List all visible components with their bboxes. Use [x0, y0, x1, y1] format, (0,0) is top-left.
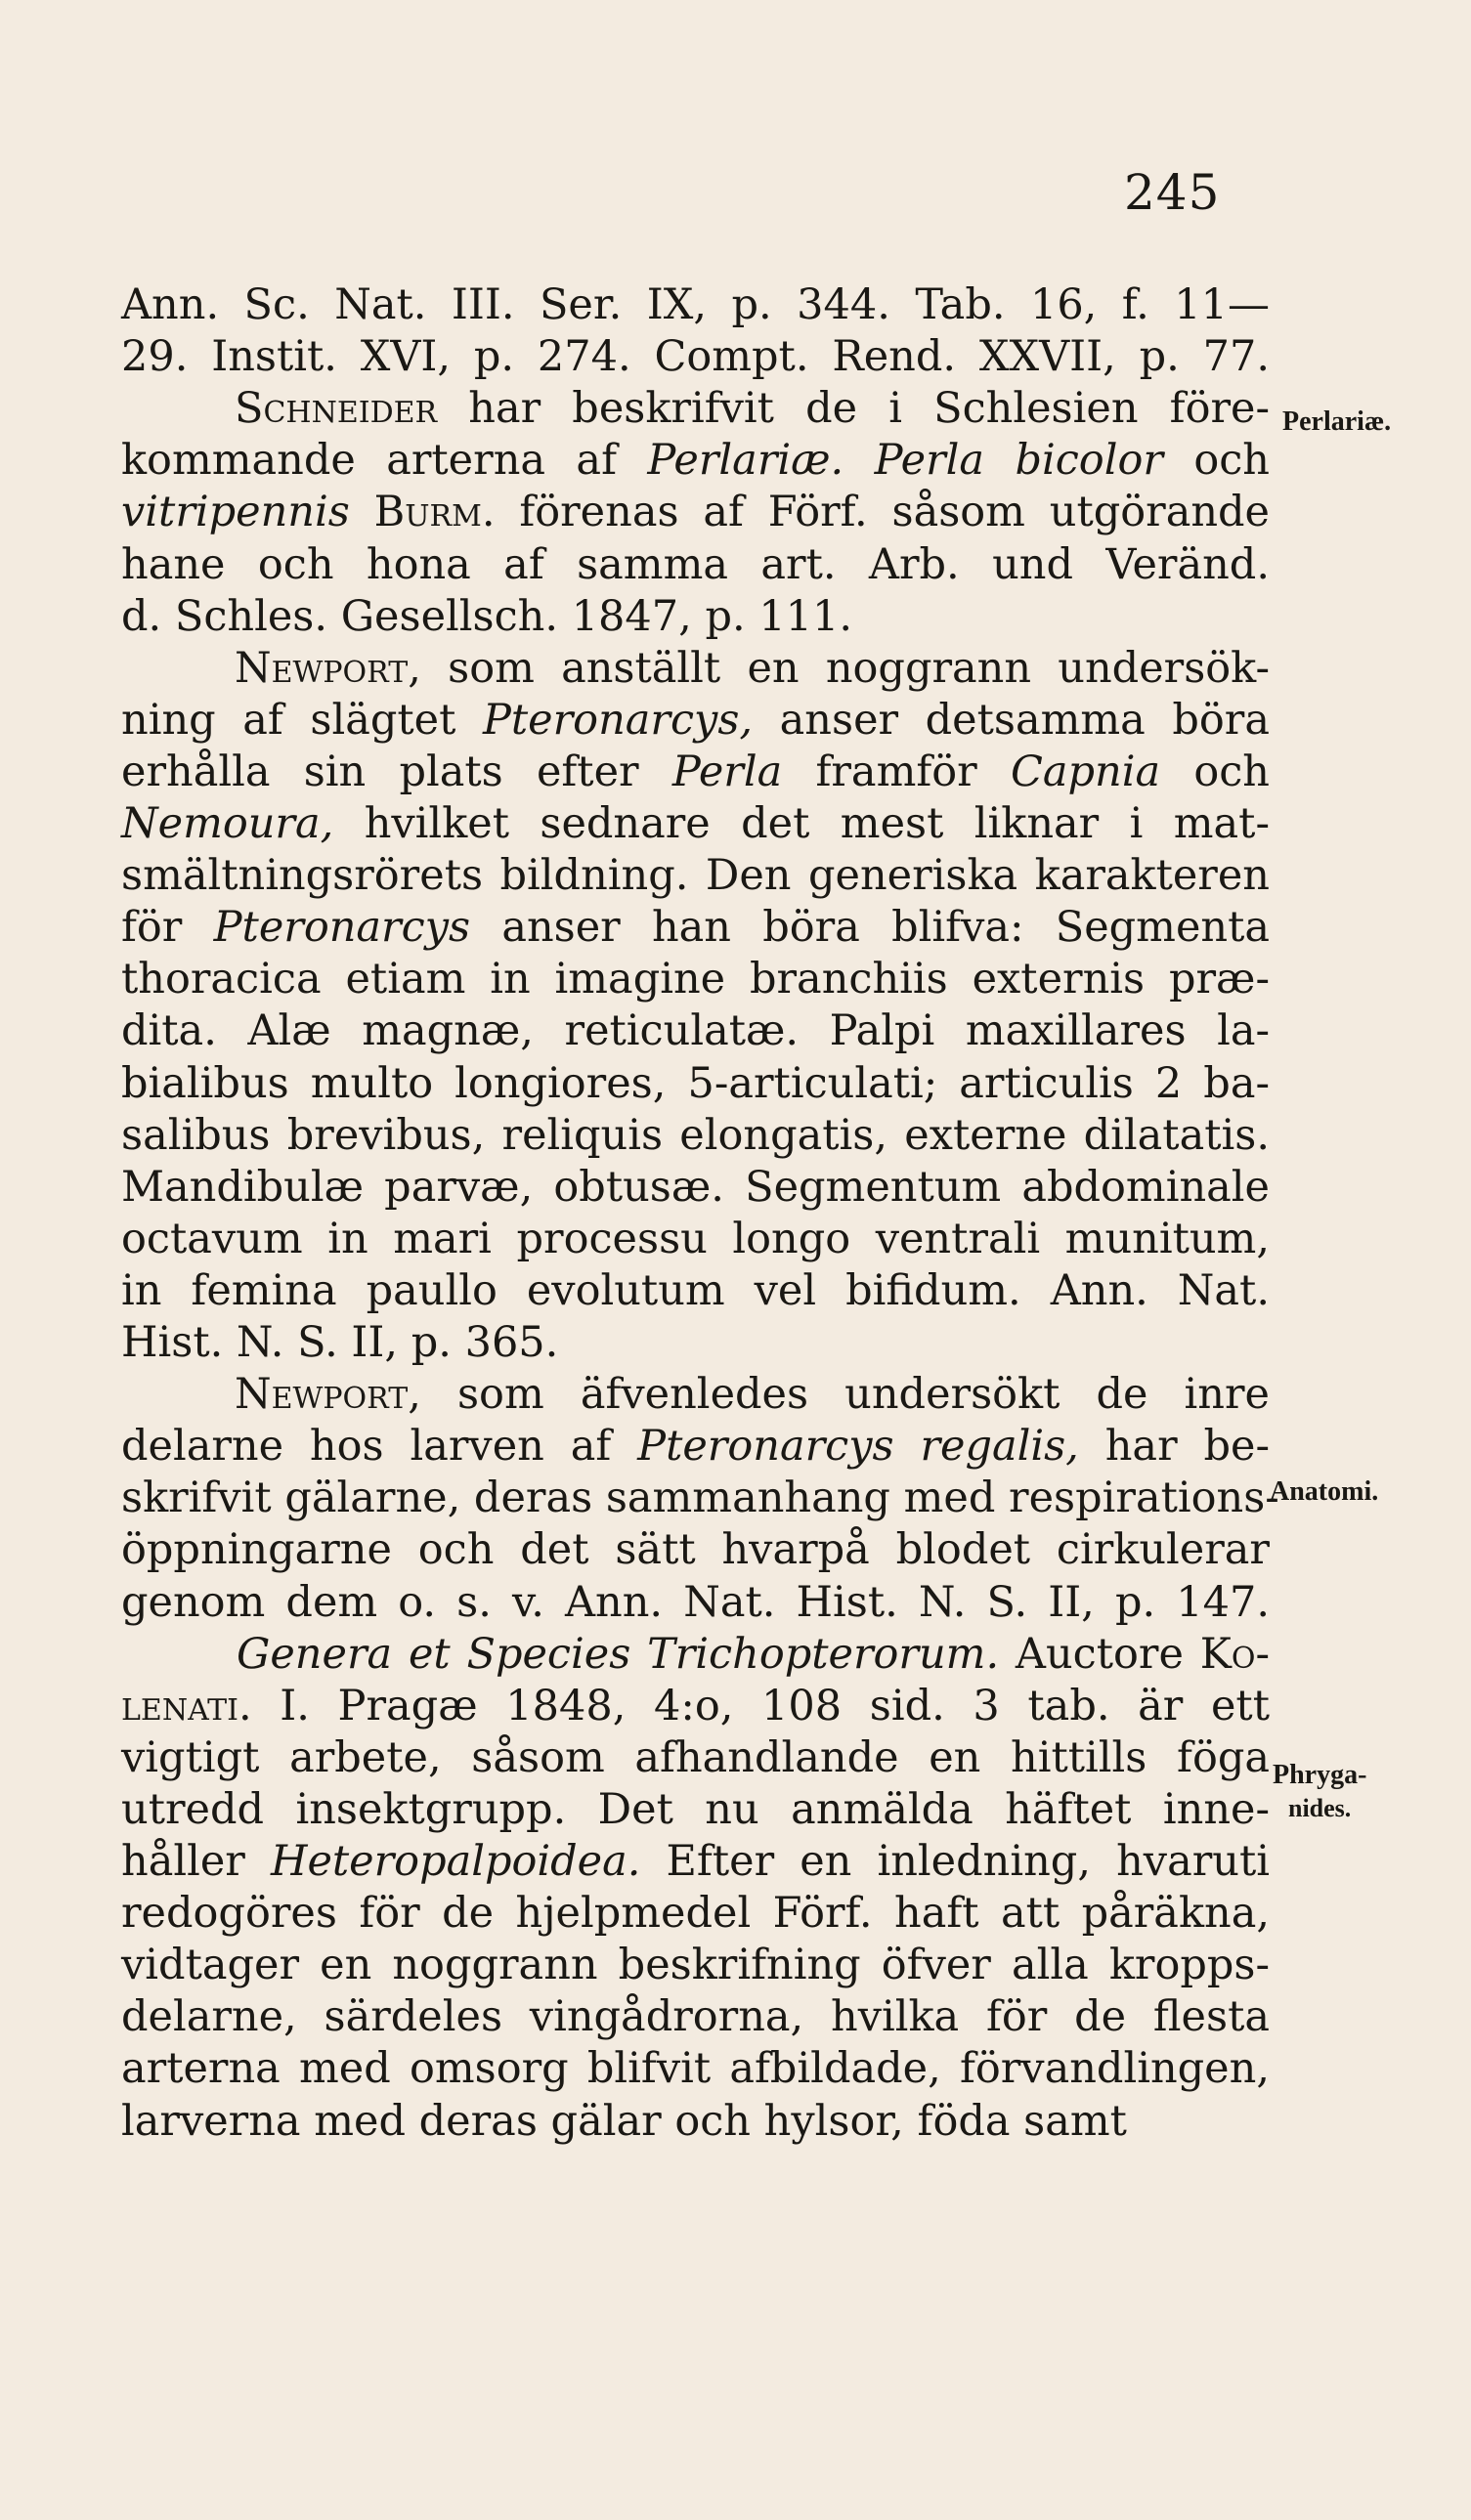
- text-line: [121, 1780, 1270, 1839]
- text-run: anser han böra blifva: Segmenta: [470, 903, 1271, 953]
- text-run: och: [1160, 747, 1270, 796]
- text-run: bialibus multo longiores, 5-articulati; articulis 2 ba-: [121, 1058, 1270, 1108]
- text-line: [121, 379, 1270, 438]
- italic-run: Pteronarcys regalis,: [637, 1422, 1079, 1472]
- italic-run: Perlariæ.: [647, 436, 844, 486]
- text-run: octavum in mari processu longo ventrali munitum,: [121, 1214, 1270, 1263]
- small-caps-run: Burm.: [373, 488, 496, 537]
- text-line: [121, 1210, 1270, 1268]
- text-run: för: [121, 903, 214, 953]
- text-run: som äfvenledes undersökt de inre: [420, 1370, 1270, 1420]
- italic-run: Pteronarcys: [213, 903, 471, 953]
- text-run: har beskrifvit de i Schlesien före-: [437, 384, 1270, 434]
- text-run: Mandibulæ parvæ, obtusæ. Segmentum abdominale: [121, 1162, 1270, 1212]
- italic-run: Pteronarcys,: [482, 695, 754, 745]
- text-run: som anställt en noggrann undersök-: [420, 643, 1270, 693]
- text-line: [121, 1261, 1270, 1320]
- text-run: kommande arterna af: [121, 436, 648, 486]
- text-line: [121, 1987, 1270, 2046]
- text-line: [121, 1677, 1270, 1735]
- small-caps-run: Ko-: [1199, 1629, 1270, 1679]
- text-line: [121, 327, 1270, 386]
- italic-run: Perla bicolor: [874, 436, 1163, 486]
- italic-run: vitripennis: [121, 488, 350, 537]
- text-line: [121, 1002, 1270, 1060]
- text-run: Ann. Sc. Nat. III. Ser. IX, p. 344. Tab. 16, f. 11—: [121, 280, 1270, 329]
- text-run: 29. Instit. XVI, p. 274. Compt. Rend. XXVII, p. 77.: [121, 332, 1270, 382]
- italic-run: Perla: [671, 747, 783, 796]
- text-run: delarne hos larven af: [121, 1422, 638, 1472]
- margin-note-perlariae: Perlariæ.: [1282, 406, 1392, 437]
- text-line: [121, 2092, 1270, 2151]
- text-run: redogöres för de hjelpmedel Förf. haft att påräkna,: [121, 1889, 1270, 1939]
- small-caps-run: Schneider: [235, 384, 438, 434]
- text-run: öppningarne och det sätt hvarpå blodet cirkulerar: [121, 1525, 1270, 1575]
- page-number: 245: [1124, 164, 1221, 221]
- text-run: Auctore: [999, 1629, 1200, 1679]
- text-run: vidtager en noggrann beskrifning öfver alla kropps-: [121, 1941, 1270, 1990]
- text-line: [121, 587, 1270, 646]
- text-run: arterna med omsorg blifvit afbildade, förvandlingen,: [121, 2044, 1270, 2094]
- italic-run: Genera et Species Trichopterorum.: [237, 1629, 1000, 1679]
- text-line: [121, 1729, 1270, 1787]
- text-line: [121, 794, 1270, 853]
- text-line: [121, 431, 1270, 490]
- text-line: [121, 483, 1270, 541]
- text-run: Hist. N. S. II, p. 365.: [121, 1318, 559, 1367]
- text-run: Efter en inledning, hvaruti: [640, 1837, 1270, 1886]
- text-line: [121, 743, 1270, 801]
- text-run: vigtigt arbete, såsom afhandlande en hittills föga: [121, 1732, 1270, 1782]
- text-run: [844, 436, 874, 485]
- text-line: [121, 1625, 1270, 1684]
- margin-note-anatomi: Anatomi.: [1270, 1476, 1379, 1507]
- text-run: I. Pragæ 1848, 4:o, 108 sid. 3 tab. är ett: [251, 1681, 1270, 1730]
- text-line: [121, 691, 1270, 749]
- text-run: d. Schles. Gesellsch. 1847, p. 111.: [121, 591, 853, 641]
- text-line: [121, 1469, 1279, 1527]
- text-run: har be-: [1078, 1422, 1270, 1472]
- text-run: salibus brevibus, reliquis elongatis, externe dilatatis.: [121, 1110, 1270, 1160]
- text-line: [121, 1936, 1270, 1994]
- text-run: genom dem o. s. v. Ann. Nat. Hist. N. S. II, p. 147.: [121, 1577, 1270, 1627]
- text-run: smältningsrörets bildning. Den generiska karakteren: [121, 851, 1270, 901]
- text-run: förenas af Förf. såsom utgörande: [495, 488, 1270, 537]
- text-run: och: [1162, 436, 1270, 486]
- text-run: skrifvit gälarne, deras sammanhang med respirations-: [121, 1474, 1279, 1523]
- italic-run: Nemoura,: [121, 799, 334, 848]
- italic-run: Heteropalpoidea.: [270, 1837, 641, 1886]
- text-run: anser detsamma böra: [753, 695, 1270, 745]
- text-line: [121, 1417, 1270, 1475]
- text-line: [121, 846, 1270, 905]
- text-run: thoracica etiam in imagine branchiis externis præ-: [121, 955, 1270, 1004]
- text-line: [121, 1313, 1270, 1372]
- text-line: [121, 639, 1270, 698]
- text-line: [121, 898, 1270, 957]
- text-run: [350, 488, 374, 536]
- text-run: framför: [782, 747, 1011, 796]
- text-run: hvilket sednare det mest liknar i mat-: [333, 799, 1270, 848]
- text-line: [121, 1365, 1270, 1424]
- text-line: [121, 1573, 1270, 1632]
- text-line: [121, 1106, 1270, 1165]
- text-line: [121, 535, 1270, 594]
- text-line: [121, 950, 1270, 1008]
- text-line: [121, 276, 1270, 334]
- text-run: utredd insektgrupp. Det nu anmälda häftet inne-: [121, 1784, 1270, 1834]
- text-run: dita. Alæ magnæ, reticulatæ. Palpi maxillares la-: [121, 1006, 1270, 1056]
- text-run: in femina paullo evolutum vel bifidum. Ann. Nat.: [121, 1265, 1270, 1315]
- text-run: håller: [121, 1837, 271, 1886]
- text-run: delarne, särdeles vingådrorna, hvilka för de flesta: [121, 1992, 1270, 2042]
- margin-note-phryganides-2: nides.: [1288, 1794, 1352, 1822]
- text-run: larverna med deras gälar och hylsor, föda samt: [121, 2096, 1127, 2146]
- italic-run: Capnia: [1010, 747, 1161, 796]
- small-caps-run: Newport,: [235, 643, 421, 693]
- small-caps-run: Newport,: [235, 1370, 421, 1420]
- text-run: ning af slägtet: [121, 695, 483, 745]
- text-line: [121, 1832, 1270, 1891]
- text-line: [121, 1054, 1270, 1113]
- text-line: [121, 2039, 1270, 2098]
- text-line: [121, 1884, 1270, 1943]
- margin-note-phryganides-1: Phryga-: [1273, 1760, 1367, 1790]
- text-line: [121, 1520, 1270, 1579]
- text-line: [121, 1158, 1270, 1217]
- text-run: hane och hona af samma art. Arb. und Veränd.: [121, 539, 1270, 589]
- small-caps-run: lenati.: [121, 1681, 252, 1730]
- text-run: erhålla sin plats efter: [121, 747, 672, 796]
